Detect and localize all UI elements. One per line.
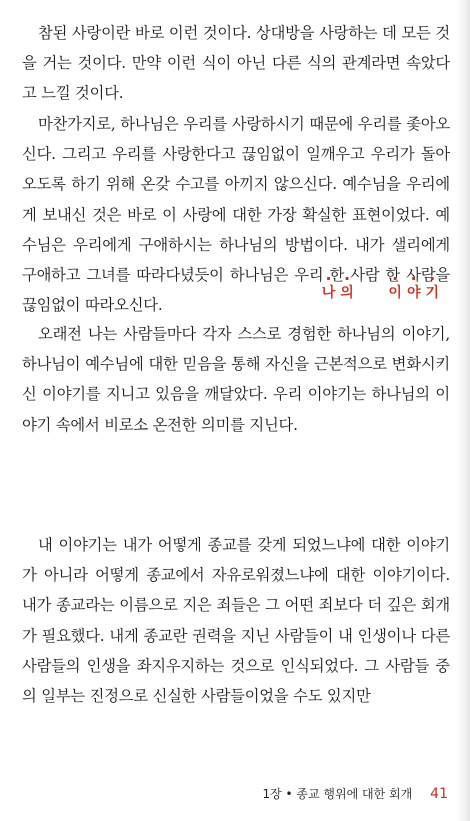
emphasis-char: 의 [340, 285, 359, 301]
section-heading [322, 282, 444, 302]
paragraph-god-pursues: 마찬가지로, 하나님은 우리를 사랑하시기 때문에 우리를 좇아오신다. 그리고 우리를 사랑한다고 끊임없이 일깨우고 우리가 돌아오도록 하기 위해 온갖 수고를 아끼지 않으신다. 예수님을 우리에게 보내신 것은 바로 이 사랑에 대한 가장 확실한 표현이었다. 예수님은 우리에게 구애하시는 하나님의 방법이다. 내가 샐리에게 구애하고 그녀를 따라다녔듯이 하나님은 우리 한 사람 한 사람을 끊임없이 따라오신다. [22, 115, 450, 315]
running-footer-chapter: 1장 • 종교 행위에 대한 회개 [262, 787, 413, 801]
emphasis-char: 기 [425, 285, 444, 301]
page-gutter-shadow [456, 0, 470, 821]
page-number: 41 [430, 786, 448, 802]
paragraph-our-story: 오래전 나는 사람들마다 각자 스스로 경험한 하나님의 이야기, 하나님이 예수님에 대한 믿음을 통해 자신을 근본적으로 변화시키신 이야기를 지니고 있음을 깨달았다. 우리 이야기는 하나님의 이야기 속에서 비로소 온전한 의미를 지닌다. [22, 325, 450, 434]
heading-word-my [322, 285, 359, 301]
paragraph-true-love: 참된 사랑이란 바로 이런 것이다. 상대방을 사랑하는 데 모든 것을 거는 것이다. 만약 이런 식이 아닌 다른 식의 관계라면 속았다고 느낄 것이다. [22, 24, 450, 103]
page-footer [262, 785, 448, 802]
heading-spacer [369, 285, 379, 301]
paragraph-my-story: 내 이야기는 내가 어떻게 종교를 갖게 되었느냐에 대한 이야기가 아니라 어떻게 종교에서 자유로워졌느냐에 대한 이야기이다. 내가 종교라는 이름으로 지은 죄들은 그 어떤 죄보다 더 깊은 회개가 필요했다. 내게 종교란 권력을 지닌 사람들이 내 인생이나 다른 사람들의 인생을 좌지우지하는 것으로 인식되었다. 그 사람들 중의 일부는 진정으로 신실한 사람들이었을 수도 있지만 [22, 536, 450, 706]
heading-word-story [388, 285, 444, 301]
emphasis-char: 나 [321, 285, 341, 301]
emphasis-char: 야 [406, 285, 426, 301]
emphasis-char: 이 [388, 285, 407, 301]
